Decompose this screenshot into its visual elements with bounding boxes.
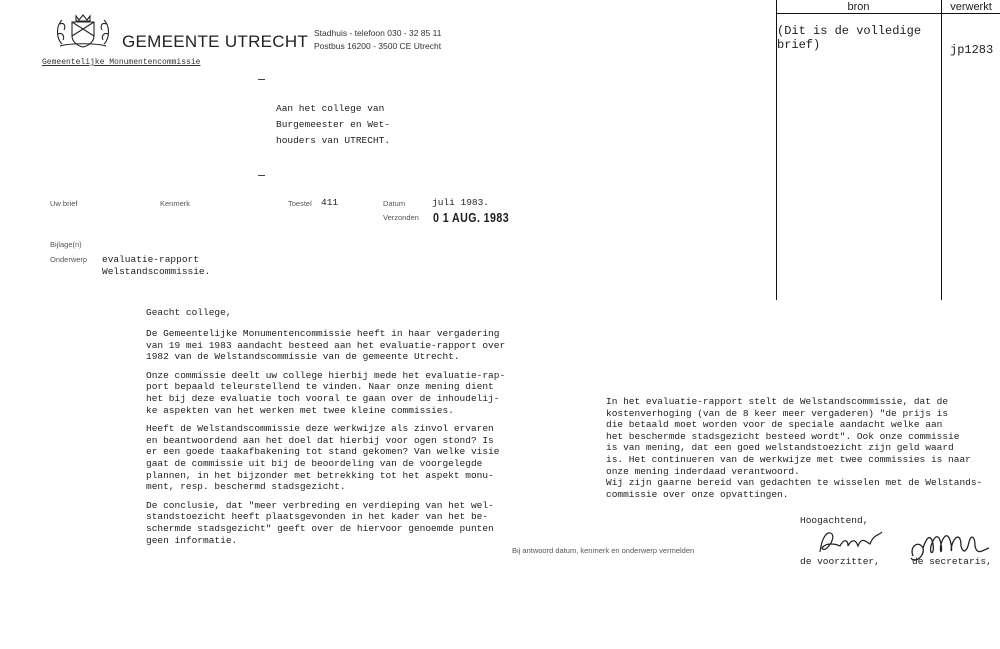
body-paragraph-4: De conclusie, dat "meer verbreding en verdieping van het wel- standstoezicht heeft plaatsgevonden in het kader van het be- schermde stadsgezicht" geeft over de hiervoor genoemde punten geen informatie. <box>146 499 494 546</box>
chairman-title: de voorzitter, <box>800 556 880 567</box>
closing-greeting: Hoogachtend, <box>800 515 869 526</box>
bijlagen-label: Bijlage(n) <box>50 240 82 249</box>
kenmerk-label: Kenmerk <box>160 199 191 208</box>
toestel-label: Toestel <box>288 199 312 208</box>
salutation: Geacht college, <box>146 307 232 318</box>
toestel-value: 411 <box>321 197 339 208</box>
sender-department: Gemeentelijke Monumentencommissie <box>42 58 201 67</box>
verzonden-label: Verzonden <box>383 213 419 222</box>
address-line-2: Postbus 16200 - 3500 CE Utrecht <box>314 41 442 51</box>
body-paragraph-2: Onze commissie deelt uw college hierbij mede het evaluatie-rap- port bepaald teleurstellend te vinden. Naar onze mening dient het bij deze evaluatie toch vooral te gaan over de inhoudelij- ke aspekten van het werken met twee kleine commissies. <box>146 369 506 416</box>
body-paragraph-3: Heeft de Welstandscommissie deze werkwijze als zinvol ervaren en beantwoordend aan het doel dat hierbij voor ogen stond? Is er een goede taakafbakening tot stand gekomen? Van welke visie gaat de commissie uit bij de beoordeling van de voorgelegde plannen, in het bijzonder met betrekking tot het aspekt monu- ment, resp. beschermd stadsgezicht. <box>146 423 500 493</box>
chairman-signature <box>812 524 892 560</box>
rule-mark <box>258 79 265 80</box>
body-paragraph-1: De Gemeentelijke Monumentencommissie heeft in haar vergadering van 19 mei 1983 aandacht besteed aan het evaluatie-rapport over 1982 van de Welstandscommissie van de gemeente Utrecht. <box>146 328 506 363</box>
continuation-paragraph: In het evaluatie-rapport stelt de Welstandscommissie, dat de kostenverhoging (van de 8 keer meer vergaderen) "de prijs is die betaald moet worden voor de speciale aandacht welke aan het beschermde stadsgezicht besteed wordt". Ook onze commissie is van mening, dat een goed welstandstoezicht zijn geld waard is. Het continueren van de werkwijze met twee commissies is naar onze mening inderdaad verantwoord. Wij zijn gaarne bereid van gedachten te wisselen met de Welstands- commissie over onze opvattingen. <box>606 396 983 500</box>
onderwerp-label: Onderwerp <box>50 255 88 264</box>
datum-label: Datum <box>383 199 406 208</box>
secretary-title: de secretaris, <box>912 556 992 567</box>
annotation-bron-value: (Dit is de volledige brief) <box>777 24 922 52</box>
uw-brief-label: Uw brief <box>50 199 78 208</box>
addressee-block: Aan het college van Burgemeester en Wet- houders van UTRECHT. <box>276 103 391 146</box>
organization-name: GEMEENTE UTRECHT <box>122 32 309 51</box>
column-header-verwerkt: verwerkt <box>950 1 992 13</box>
address-line-1: Stadhuis - telefoon 030 - 32 85 11 <box>314 28 442 38</box>
verzonden-date-stamp: 0 1 AUG. 1983 <box>433 210 510 225</box>
annotation-verwerkt-value: jp1283 <box>950 43 994 57</box>
column-header-bron: bron <box>847 1 870 13</box>
reply-instruction-note: Bij antwoord datum, kenmerk en onderwerp vermelden <box>512 546 695 555</box>
rule-mark <box>258 175 265 176</box>
annotation-table <box>776 0 1000 300</box>
datum-value: juli 1983. <box>432 197 490 208</box>
onderwerp-value: evaluatie-rapport Welstandscommissie. <box>102 254 211 277</box>
utrecht-crest-logo <box>54 12 112 50</box>
letter-body <box>146 328 506 553</box>
